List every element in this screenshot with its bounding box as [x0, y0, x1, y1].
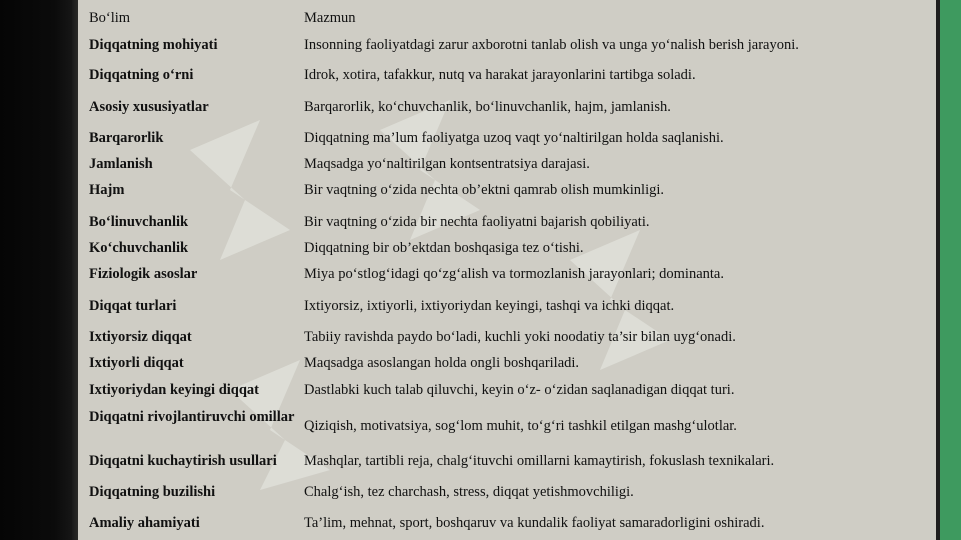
row-content: Maqsadga yo‘naltirilgan kontsentratsiya darajasi.	[304, 156, 590, 172]
row-content: Diqqatning ma’lum faoliyatga uzoq vaqt yo‘naltirilgan holda saqlanishi.	[304, 130, 724, 146]
row-section: Ixtiyorsiz diqqat	[89, 329, 192, 345]
row-section: Diqqatning o‘rni	[89, 67, 194, 83]
row-section: Diqqatning buzilishi	[89, 484, 216, 500]
row-section: Diqqatni kuchaytirish usullari	[89, 453, 277, 469]
row-section: Fiziologik asoslar	[89, 266, 198, 282]
row-content: Qiziqish, motivatsiya, sog‘lom muhit, to‘g‘ri tashkil etilgan mashg‘ulotlar.	[304, 418, 737, 434]
row-section: Amaliy ahamiyati	[89, 515, 200, 531]
row-section: Jamlanish	[89, 156, 153, 172]
row-content: Diqqatning bir ob’ektdan boshqasiga tez o‘tishi.	[304, 240, 584, 256]
row-content: Tabiiy ravishda paydo bo‘ladi, kuchli yoki noodatiy ta’sir bilan uyg‘onadi.	[304, 329, 736, 345]
row-section: Asosiy xususiyatlar	[89, 99, 209, 115]
row-section: Diqqatning mohiyati	[89, 37, 218, 53]
row-content: Chalg‘ish, tez charchash, stress, diqqat yetishmovchiligi.	[304, 484, 634, 500]
row-content: Mashqlar, tartibli reja, chalg‘ituvchi omillarni kamaytirish, fokuslash texnikalari.	[304, 453, 775, 469]
row-content: Insonning faoliyatdagi zarur axborotni tanlab olish va unga yo‘nalish berish jarayoni.	[304, 37, 799, 53]
left-dark-band	[0, 0, 78, 540]
header-content: Mazmun	[304, 10, 356, 26]
row-content: Miya po‘stlog‘idagi qo‘zg‘alish va tormozlanish jarayonlari; dominanta.	[304, 266, 724, 282]
header-section: Bo‘lim	[89, 10, 131, 26]
row-content: Ta’lim, mehnat, sport, boshqaruv va kundalik faoliyat samaradorligini oshiradi.	[304, 515, 765, 531]
row-section: Diqqat turlari	[89, 298, 177, 314]
row-content: Dastlabki kuch talab qiluvchi, keyin o‘z- o‘zidan saqlanadigan diqqat turi.	[304, 382, 735, 398]
row-section: Barqarorlik	[89, 130, 164, 146]
row-section: Ixtiyoriydan keyingi diqqat	[89, 382, 260, 398]
right-green-band	[940, 0, 961, 540]
row-content: Barqarorlik, ko‘chuvchanlik, bo‘linuvchanlik, hajm, jamlanish.	[304, 99, 671, 115]
row-section: Hajm	[89, 182, 125, 198]
row-content: Maqsadga asoslangan holda ongli boshqariladi.	[304, 355, 580, 371]
row-section: Diqqatni rivojlantiruvchi omillar	[89, 409, 295, 425]
row-content: Bir vaqtning o‘zida nechta ob’ektni qamrab olish mumkinligi.	[304, 182, 665, 198]
row-content: Idrok, xotira, tafakkur, nutq va harakat jarayonlarini tartibga soladi.	[304, 67, 696, 83]
row-section: Bo‘linuvchanlik	[89, 214, 189, 230]
row-section: Ixtiyorli diqqat	[89, 355, 184, 371]
row-content: Bir vaqtning o‘zida bir nechta faoliyatni bajarish qobiliyati.	[304, 214, 650, 230]
row-section: Ko‘chuvchanlik	[89, 240, 189, 256]
row-content: Ixtiyorsiz, ixtiyorli, ixtiyoriydan keyingi, tashqi va ichki diqqat.	[304, 298, 675, 314]
